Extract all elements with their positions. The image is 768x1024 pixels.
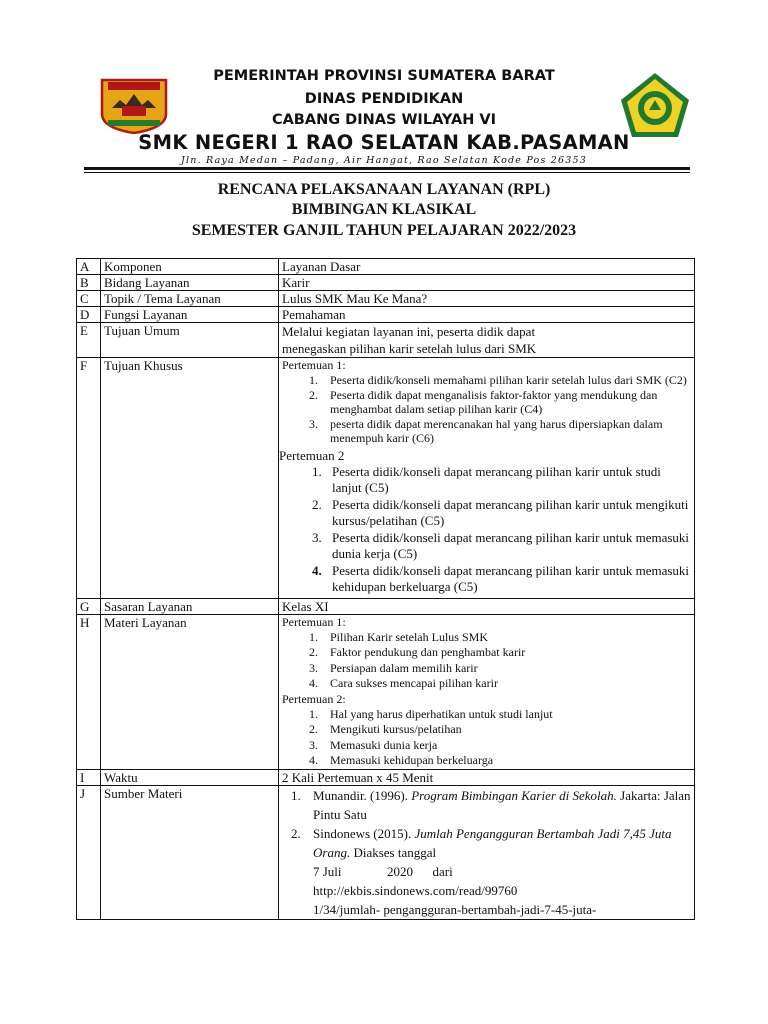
table-row [77,307,695,323]
doc-subtitle: BIMBINGAN KLASIKAL [291,201,477,218]
list-item: 1. Peserta didik/konseli memahami pilihan karir setelah lulus dari SMK (C2) [309,373,687,387]
doc-title: RENCANA PELAKSANAAN LAYANAN (RPL) [217,181,551,198]
material-list [282,630,691,692]
row-label: Sumber Materi [101,785,279,919]
table-row [77,259,695,275]
department-line: DINAS PENDIDIKAN [304,91,464,107]
list-item: 3. Persiapan dalam memilih karir [309,660,478,675]
row-code: A [77,259,101,275]
list-item: 1. Peserta didik/konseli dapat merancang pilihan karir untuk studi lanjut (C5) [312,463,661,495]
row-code: E [77,323,101,358]
objective-list [282,373,691,446]
row-code: C [77,291,101,307]
table-row [77,358,695,599]
government-line: PEMERINTAH PROVINSI SUMATERA BARAT [213,68,555,84]
meeting-title: Pertemuan 2 [279,447,345,463]
table-row [77,291,695,307]
row-label: Topik / Tema Layanan [101,291,279,307]
table-row [77,769,695,785]
source-date: 7 Juli 2020 dari [313,863,453,879]
row-label: Waktu [101,769,279,785]
table-row [77,785,695,919]
source-url: http://ekbis.sindonews.com/read/99760 [313,882,518,898]
list-item: 2. Peserta didik/konseli dapat merancang pilihan karir untuk mengikuti kursus/pelatihan (C5) [312,496,689,528]
meeting-title: Pertemuan 1: [282,358,346,372]
row-value: Karir [279,275,695,291]
row-value: Layanan Dasar [279,259,695,275]
letterhead-divider-thick [84,167,690,170]
row-code: B [77,275,101,291]
row-value [279,614,695,769]
material-list [282,707,691,769]
list-item: 1. Hal yang harus diperhatikan untuk studi lanjut [309,706,553,721]
row-value [279,785,695,919]
list-item: 2. Sindonews (2015). Jumlah Pengangguran Bertambah Jadi 7,45 Juta Orang. Diakses tanggal 7 Juli 2020 dari http://ekbis.sindonews.com/read/99760 1/34/jumlah- pengangguran-bertambah-jadi-7-45-juta- [282,824,691,919]
table-row [77,275,695,291]
list-item: 4. Memasuki kehidupan berkeluarga [309,753,494,767]
list-item: 2. Faktor pendukung dan penghambat karir [309,645,526,659]
source-list [282,786,691,919]
list-item: 4. Peserta didik/konseli dapat merancang pilihan karir untuk memasuki kehidupan berkeluarga (C5) [312,562,690,594]
tujuan-umum-line: Melalui kegiatan layanan ini, peserta didik dapat [282,324,536,339]
list-item: 4. Cara sukses mencapai pilihan karir [309,676,498,690]
school-address: Jln. Raya Medan – Padang, Air Hangat, Rao Selatan Kode Pos 26353 [181,155,587,166]
row-value: Pemahaman [279,307,695,323]
row-label: Bidang Layanan [101,275,279,291]
row-label: Tujuan Umum [101,323,279,358]
list-item: 1. Pilihan Karir setelah Lulus SMK [309,629,488,644]
table-row [77,598,695,614]
row-code: J [77,785,101,919]
meeting-title: Pertemuan 2: [282,691,346,706]
row-label: Tujuan Khusus [101,358,279,599]
source-url: 1/34/jumlah- pengangguran-bertambah-jadi-7-45-juta- [313,901,597,917]
list-item: 3. Memasuki dunia kerja [309,737,438,752]
row-code: D [77,307,101,323]
letterhead-divider-thin [84,172,690,173]
list-item: 3. peserta didik dapat merencanakan hal yang harus dipersiapkan dalam menempuh karir (C6) [309,416,663,445]
row-value [279,358,695,599]
list-item: 1. Munandir. (1996). Program Bimbingan Karier di Sekolah. Jakarta: Jalan Pintu Satu [291,787,691,822]
row-code: I [77,769,101,785]
row-value [279,323,695,358]
rpl-table [76,258,695,920]
row-label: Sasaran Layanan [101,598,279,614]
row-label: Materi Layanan [101,614,279,769]
row-value: Lulus SMK Mau Ke Mana? [279,291,695,307]
school-name: SMK NEGERI 1 RAO SELATAN KAB.PASAMAN [138,131,630,154]
row-label: Komponen [101,259,279,275]
meeting-title: Pertemuan 1: [282,614,346,629]
row-code: G [77,598,101,614]
row-code: F [77,358,101,599]
table-row [77,614,695,769]
row-value: 2 Kali Pertemuan x 45 Menit [279,769,695,785]
list-item: 2. Mengikuti kursus/pelatihan [309,722,462,736]
letterhead [0,0,768,175]
row-value: Kelas XI [279,598,695,614]
table-row [77,323,695,358]
row-label: Fungsi Layanan [101,307,279,323]
list-item: 3. Peserta didik/konseli dapat merancang pilihan karir untuk memasuki dunia kerja (C5) [312,529,690,561]
row-code: H [77,614,101,769]
branch-line: CABANG DINAS WILAYAH VI [271,112,497,128]
list-item: 2. Peserta didik dapat menganalisis faktor-faktor yang mendukung dan menghambat dalam setiap pilihan karir (C4) [309,387,658,416]
doc-semester: SEMESTER GANJIL TAHUN PELAJARAN 2022/2023 [191,222,577,239]
tujuan-umum-line: menegaskan pilihan karir setelah lulus dari SMK [282,341,537,356]
objective-list [282,464,691,595]
